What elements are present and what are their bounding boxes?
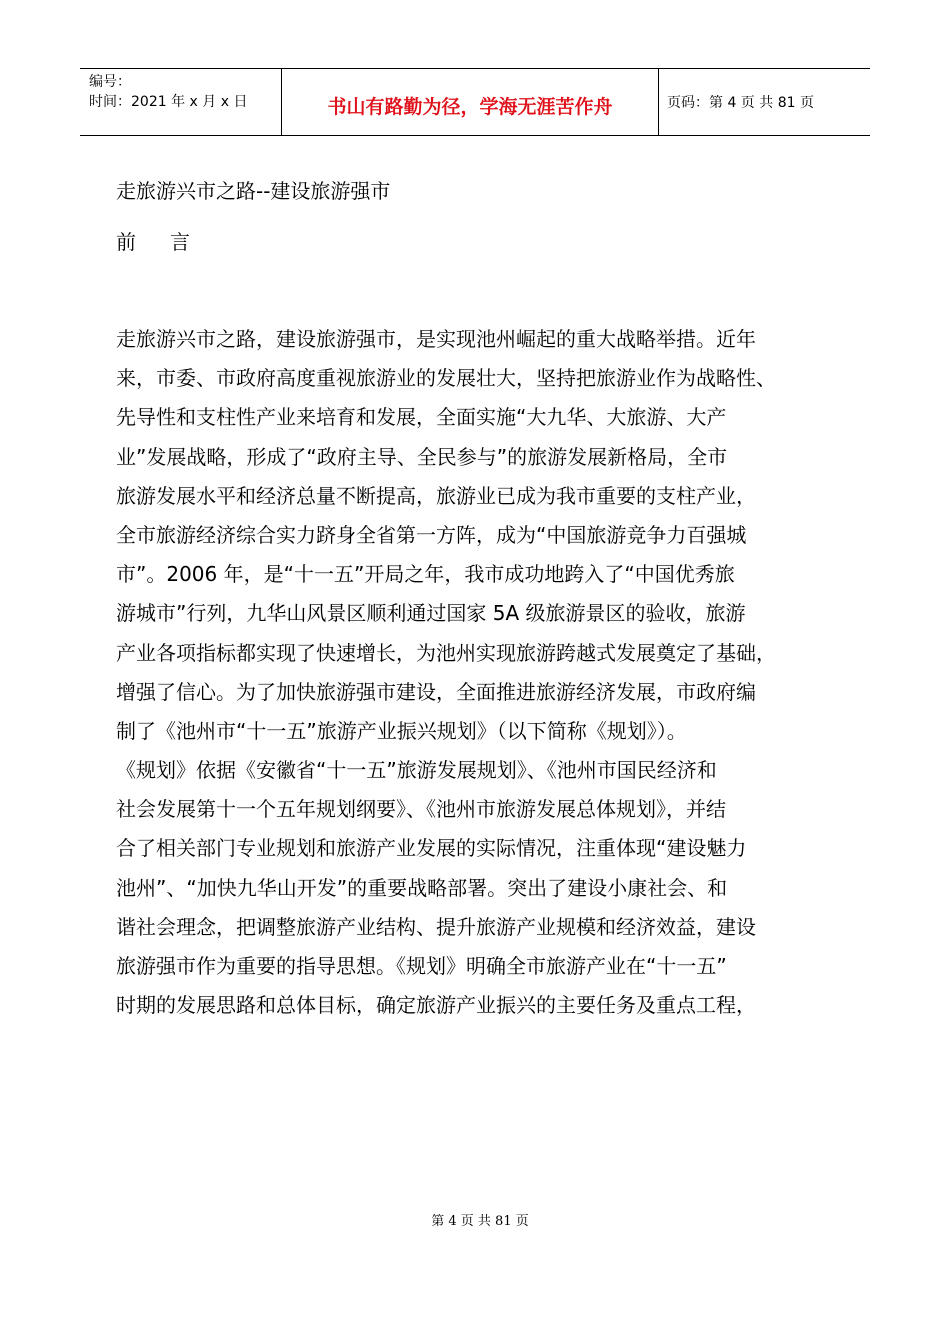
text-line: 谐社会理念，把调整旅游产业结构、提升旅游产业规模和经济效益，建设 (116, 914, 756, 939)
text-line: 旅游强市作为重要的指导思想。《规划》明确全市旅游产业在“十一五” (116, 954, 727, 978)
text-line: 全市旅游经济综合实力跻身全省第一方阵，成为“中国旅游竞争力百强城 (116, 522, 747, 547)
text-line: 制了《池州市“十一五”旅游产业振兴规划》（以下简称《规划》）。 (116, 718, 687, 743)
text-line: 产业各项指标都实现了快速增长，为池州实现旅游跨越式发展奠定了基础， (116, 640, 776, 665)
text-line: 走旅游兴市之路，建设旅游强市，是实现池州崛起的重大战略举措。近年 (116, 327, 756, 351)
page-header (80, 68, 870, 136)
text-line: 《规划》依据《安徽省“十一五”旅游发展规划》、《池州市国民经济和 (116, 758, 717, 783)
document-title: 走旅游兴市之路--建设旅游强市 (116, 179, 391, 203)
text-line: 时期的发展思路和总体目标，确定旅游产业振兴的主要任务及重点工程， (116, 993, 756, 1018)
header-slogan: 书山有路勤为径，学海无涯苦作舟 (281, 69, 659, 135)
text-line: 合了相关部门专业规划和旅游产业发展的实际情况，注重体现“建设魅力 (116, 836, 747, 861)
section-heading: 前言 (116, 230, 224, 254)
page-footer: 第 4 页 共 81 页 (431, 1214, 529, 1229)
serial-number-label: 编号： (89, 74, 131, 90)
date-label: 时间：2021 年 x 月 x 日 (89, 94, 248, 110)
text-line: 来，市委、市政府高度重视旅游业的发展壮大，坚持把旅游业作为战略性、 (116, 366, 776, 391)
text-line: 市”。2006 年，是“十一五”开局之年，我市成功地跨入了“中国优秀旅 (116, 562, 735, 587)
header-meta (80, 69, 281, 135)
header-page-info: 页码：第 4 页 共 81 页 (667, 95, 814, 111)
text-line: 池州”、“加快九华山开发”的重要战略部署。突出了建设小康社会、和 (116, 875, 728, 900)
body-paragraph (116, 320, 856, 1025)
text-line: 增强了信心。为了加快旅游强市建设，全面推进旅游经济发展，市政府编 (116, 679, 756, 704)
text-line: 社会发展第十一个五年规划纲要》、《池州市旅游发展总体规划》，并结 (116, 797, 726, 822)
text-line: 先导性和支柱性产业来培育和发展，全面实施“大九华、大旅游、大产 (116, 405, 727, 430)
text-line: 业”发展战略，形成了“政府主导、全民参与”的旅游发展新格局，全市 (116, 444, 728, 469)
text-line: 游城市”行列，九华山风景区顺利通过国家 5A 级旅游景区的验收，旅游 (116, 601, 746, 626)
text-line: 旅游发展水平和经济总量不断提高，旅游业已成为我市重要的支柱产业， (116, 483, 756, 508)
